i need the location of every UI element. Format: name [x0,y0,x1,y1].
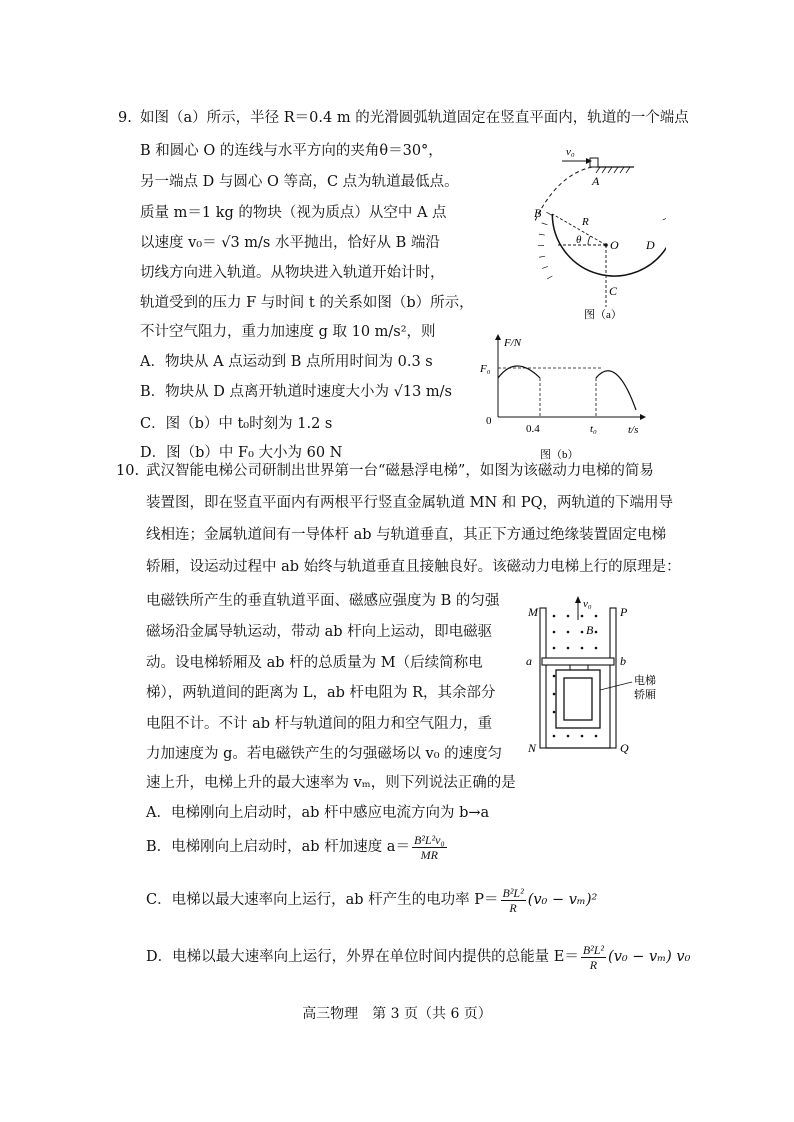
q10-line-6: 磁场沿金属导轨运动，带动 ab 杆向上运动，即电磁驱 [146,624,493,640]
q10-line-5: 电磁铁所产生的垂直轨道平面、磁感应强度为 B 的匀强 [146,593,500,609]
arc-hatch [539,256,545,257]
fig-a-label-B: B [534,206,542,220]
q10-line-8: 梯），两轨道间的距离为 L，ab 杆电阻为 R，其余部分 [146,685,496,701]
q9-line-3: 另一端点 D 与圆心 O 等高，C 点为轨道最低点。 [140,174,459,190]
q9-option-b: B．物块从 D 点离开轨道时速度大小为 √13 m/s [140,384,452,400]
fig-b-tick-F0: F₀ [480,363,491,375]
q10-option-d-numerator: B²L² [582,942,605,957]
q10-option-a: A．电梯刚向上启动时，ab 杆中感应电流方向为 b→a [146,805,490,821]
field-dot [595,615,598,618]
q10-line-11: 速上升，电梯上升的最大速率为 vₘ，则下列说法正确的是 [146,775,516,791]
fig-a-label-v0: v₀ [566,146,575,158]
q9-figure-a [496,145,666,325]
field-dot [553,711,556,714]
field-dot [581,615,584,618]
field-dot [595,735,598,738]
field-dot [567,647,570,650]
arc-hatch [546,212,551,215]
page-footer: 高三物理 第 3 页（共 6 页） [302,1006,492,1022]
field-dot [553,675,556,678]
q10-option-b [146,827,449,867]
arc-hatch [542,223,548,225]
q10-line-9: 电阻不计。不计 ab 杆与轨道间的阻力和空气阻力，重 [146,716,493,732]
q10-line-4: 轿厢，设运动过程中 ab 始终与轨道垂直且接触良好。该磁动力电梯上行的原理是： [146,559,681,575]
field-dot [553,615,556,618]
q10-line-2: 装置图，即在竖直平面内有两根平行竖直金属轨道 MN 和 PQ，两轨道的下端用导 [146,495,674,511]
q9-line-1: 如图（a）所示，半径 R＝0.4 m 的光滑圆弧轨道固定在竖直平面内，轨道的一个端点 [140,110,689,126]
arc-hatch [542,266,548,268]
fig-a-label-C: C [609,284,618,298]
fig-a-label-O: O [610,238,619,252]
fig10-label-car-1: 电梯 [634,675,656,687]
fig10-label-Q: Q [620,741,629,755]
field-dot [581,647,584,650]
field-dot [581,631,584,634]
fig-b-ylabel: F/N [504,337,522,349]
field-dot [567,735,570,738]
field-dot [553,735,556,738]
q10-line-3: 线相连；金属轨道间有一导体杆 ab 与轨道垂直，其正下方通过绝缘装置固定电梯 [146,527,667,543]
arc-hatch [547,276,552,279]
q10-option-c-denominator: R [509,900,517,915]
q10-option-c-numerator: B²L² [502,885,524,900]
q10-number: 10. [116,463,140,479]
fig10-label-b: b [620,654,626,668]
q9-option-c: C．图（b）中 t₀时刻为 1.2 s [140,416,333,432]
fig-b-caption: 图（b） [540,449,579,461]
q9-line-2: B 和圆心 O 的连线与水平方向的夹角θ＝30°， [140,143,443,159]
q10-option-d-text: D．电梯以最大速率向上运行，外界在单位时间内提供的总能量 E＝ [146,949,579,965]
fig10-label-M: M [528,605,538,619]
arc-hatch [539,234,545,235]
q10-option-d-denominator: R [589,957,598,972]
fig-b-tick-t0: t₀ [590,423,597,435]
q10-option-b-denominator: MR [420,847,438,862]
q10-option-c [146,880,597,920]
q9-line-5: 以速度 v₀＝ √3 m/s 水平抛出，恰好从 B 端沿 [140,235,440,251]
field-dot [595,631,598,634]
q10-option-d-fraction [581,943,606,972]
q10-option-b-numerator: B²L²v₀ [413,832,445,847]
fig10-label-N: N [528,741,537,755]
q10-option-c-text: C．电梯以最大速率向上运行，ab 杆产生的电功率 P＝ [146,892,499,908]
q10-line-7: 动。设电梯轿厢及 ab 杆的总质量为 M（后续简称电 [146,655,483,671]
fig-a-label-A: A [592,174,600,188]
q10-line-10: 力加速度为 g。若电磁铁产生的匀强磁场以 v₀ 的速度匀 [146,746,503,762]
q10-option-b-text: B．电梯刚向上启动时，ab 杆加速度 a＝ [146,839,410,855]
fig-a-label-D: D [646,238,655,252]
fig10-label-P: P [620,605,628,619]
fig-b-xlabel: t/s [628,424,639,436]
q9-line-6: 切线方向进入轨道。从物块进入轨道开始计时， [140,265,445,281]
q9-option-a: A．物块从 A 点运动到 B 点所用时间为 0.3 s [140,354,433,370]
q9-number: 9. [118,110,132,126]
field-dot [553,647,556,650]
q10-option-c-tail: (v₀ − vₘ)² [527,892,598,908]
fig-b-tick-0: 0 [486,415,492,427]
field-dot [581,735,584,738]
fig-a-caption: 图（a） [584,309,622,321]
q9-line-4: 质量 m＝1 kg 的物块（视为质点）从空中 A 点 [140,205,447,221]
q10-option-c-fraction [501,886,526,915]
field-dot [553,693,556,696]
fig10-label-a: a [526,654,532,668]
field-dot [567,631,570,634]
q9-figure-b [478,332,648,462]
q10-option-d [146,937,690,977]
q10-option-b-fraction [412,833,447,862]
q9-line-7: 轨道受到的压力 F 与时间 t 的关系如图（b）所示， [140,295,474,311]
q9-line-8: 不计空气阻力，重力加速度 g 取 10 m/s²，则 [140,324,436,340]
arc-hatch [663,218,666,220]
q10-figure [520,590,680,760]
q10-option-d-tail: (v₀ − vₘ) v₀ [608,949,691,965]
fig10-label-B: B [586,623,594,637]
fig10-label-car-2: 轿厢 [634,689,656,701]
field-dot [553,631,556,634]
q9-option-d: D．图（b）中 F₀ 大小为 60 N [140,445,343,461]
fig-a-label-theta: θ [576,234,582,246]
fig-b-tick-04: 0.4 [526,423,540,435]
fig10-label-v0: v₀ [583,598,592,610]
q10-line-1: 武汉智能电梯公司研制出世界第一台“磁悬浮电梯”，如图为该磁动力电梯的简易 [146,463,654,479]
field-dot [595,647,598,650]
field-dot [567,615,570,618]
fig-a-label-R: R [582,216,589,228]
